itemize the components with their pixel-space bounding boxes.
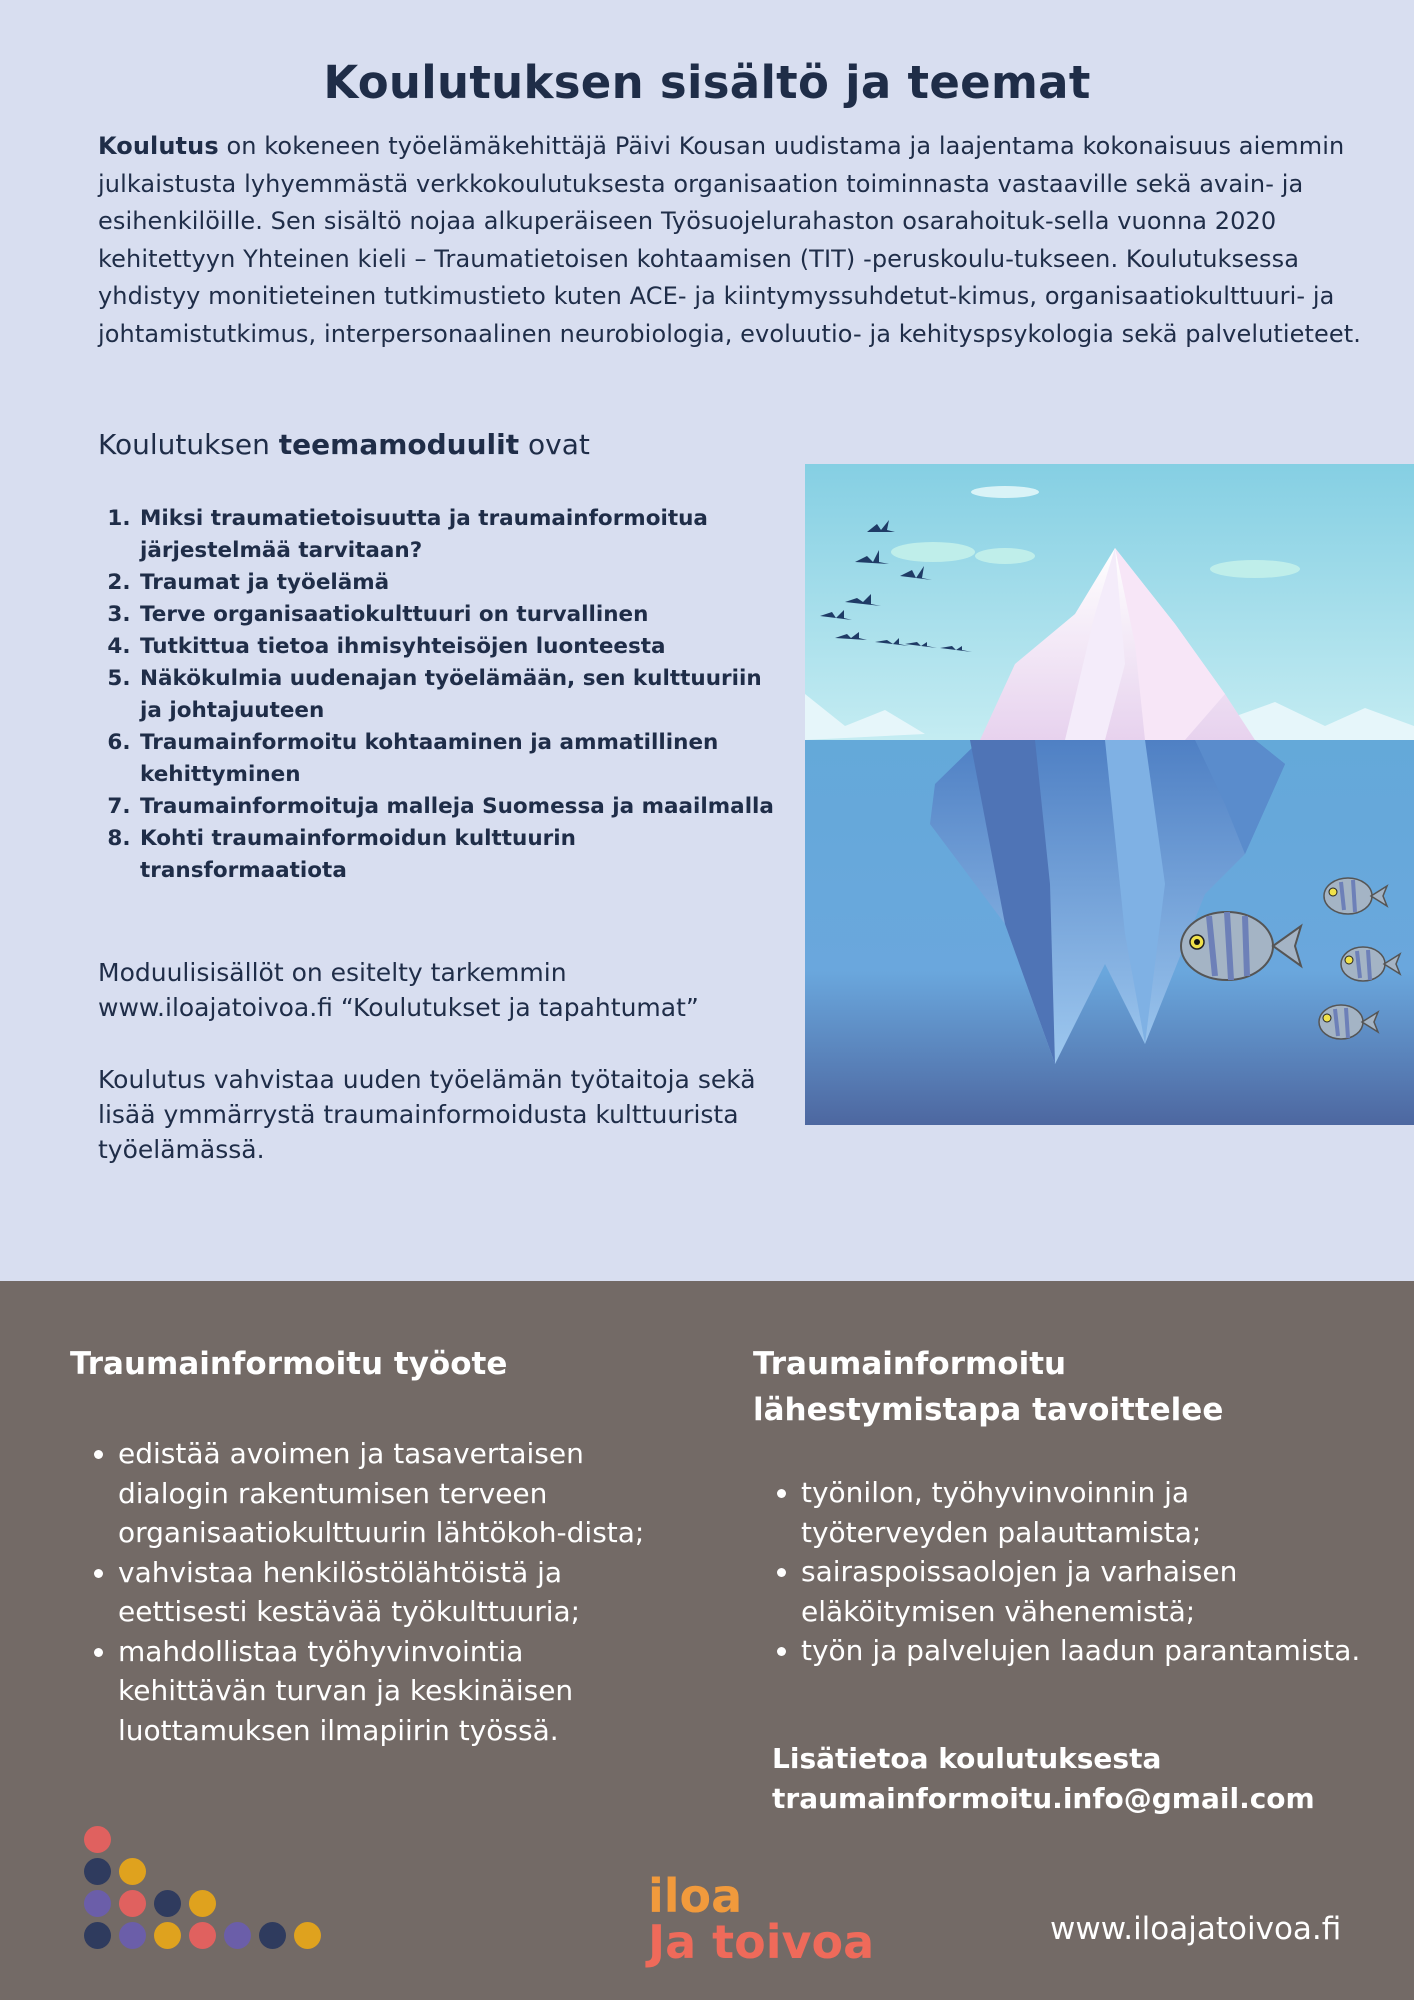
right-heading-line1: Traumainformoitu [753, 1346, 1067, 1382]
list-item: • mahdollistaa työhyvinvointia kehittävän turvan ja keskinäisen luottamuksen ilmapiirin työssä. [118, 1632, 678, 1751]
dot-icon [119, 1858, 146, 1885]
logo-line2: Ja toivoa [648, 1915, 875, 1969]
right-column-list [753, 1473, 1361, 1671]
intro-paragraph [98, 128, 1398, 353]
modules-heading-pre: Koulutuksen [98, 428, 279, 461]
right-column-heading [753, 1341, 1313, 1433]
footer-section [0, 1281, 1414, 2000]
dot-icon [294, 1922, 321, 1949]
dot-icon [154, 1890, 181, 1917]
module-item: 3. Terve organisaatiokulttuuri on turvallinen [138, 599, 778, 631]
contact-email[interactable]: traumainformoitu.info@gmail.com [772, 1782, 1315, 1815]
left-column-heading: Traumainformoitu työote [70, 1346, 508, 1382]
dot-icon [84, 1858, 111, 1885]
dot-icon [119, 1922, 146, 1949]
module-item: 8. Kohti traumainformoidun kulttuurin transformaatiota [138, 823, 778, 887]
list-item: • sairaspoissaolojen ja varhaisen eläköitymisen vähenemistä; [801, 1552, 1361, 1631]
modules-heading [98, 428, 590, 461]
module-item: 6. Traumainformoitu kohtaaminen ja ammatillinen kehittyminen [138, 727, 778, 791]
modules-heading-bold: teemamoduulit [278, 428, 520, 461]
modules-heading-post: ovat [519, 428, 590, 461]
dots-decoration [84, 1826, 324, 1966]
strengthens-paragraph: Koulutus vahvistaa uuden työelämän työtaitoja sekä lisää ymmärrystä traumainformoidusta kulttuurista työelämässä. [98, 1065, 756, 1164]
dot-icon [154, 1922, 181, 1949]
contact-label: Lisätietoa koulutuksesta [772, 1742, 1162, 1775]
dot-icon [189, 1890, 216, 1917]
module-item: 7. Traumainformoituja malleja Suomessa ja maailmalla [138, 791, 778, 823]
intro-text: on kokeneen työelämäkehittäjä Päivi Kousan uudistama ja laajentama kokonaisuus aiemmin julkaistusta lyhyemmästä verkkokoulutuksesta organisaation toiminnasta vastaaville sekä avain- ja esihenkilöille. Sen sisältö nojaa alkuperäiseen Työsuojelurahaston osarahoituk-sella vuonna 2020 kehitettyyn Yhteinen kieli – Traumatietoisen kohtaamisen (TIT) -peruskoulu-tukseen. Koulutuksessa yhdistyy monitieteinen tutkimustieto kuten ACE- ja kiintymyssuhdetut-kimus, organisaatiokulttuuri- ja johtamistutkimus, interpersonaalinen neurobiologia, evoluutio- ja kehityspsykologia sekä palvelutieteet. [98, 132, 1362, 348]
dot-icon [119, 1890, 146, 1917]
dot-icon [259, 1922, 286, 1949]
logo-line1: iloa [648, 1869, 743, 1923]
left-column-list [70, 1434, 678, 1750]
module-link-note [98, 955, 798, 1025]
dot-icon [84, 1890, 111, 1917]
brand-logo [648, 1869, 875, 1969]
contact-block [772, 1739, 1315, 1819]
iceberg-illustration [805, 464, 1414, 1125]
list-item: • edistää avoimen ja tasavertaisen dialogin rakentumisen terveen organisaatiokulttuurin lähtökoh-dista; [118, 1434, 678, 1553]
list-item: • työnilon, työhyvinvoinnin ja työterveyden palauttamista; [801, 1473, 1361, 1552]
page-title: Koulutuksen sisältö ja teemat [323, 56, 1091, 109]
dot-icon [84, 1826, 111, 1853]
list-item: • työn ja palvelujen laadun parantamista. [801, 1631, 1361, 1671]
dot-icon [84, 1922, 111, 1949]
module-item: 5. Näkökulmia uudenajan työelämään, sen kulttuuriin ja johtajuuteen [138, 663, 778, 727]
module-item: 1. Miksi traumatietoisuutta ja traumainformoitua järjestelmää tarvitaan? [138, 503, 778, 567]
intro-lead: Koulutus [98, 132, 219, 160]
list-item: • vahvistaa henkilöstölähtöistä ja eettisesti kestävää työkulttuuria; [118, 1553, 678, 1632]
module-item: 2. Traumat ja työelämä [138, 567, 778, 599]
right-heading-line2: lähestymistapa tavoittelee [753, 1392, 1224, 1428]
website-link[interactable]: www.iloajatoivoa.fi [1050, 1911, 1342, 1947]
module-link-line2: www.iloajatoivoa.fi “Koulutukset ja tapahtumat” [98, 993, 699, 1022]
dot-icon [189, 1922, 216, 1949]
module-link-line1: Moduulisisällöt on esitelty tarkemmin [98, 958, 567, 987]
modules-list [138, 503, 778, 887]
dot-icon [224, 1922, 251, 1949]
module-item: 4. Tutkittua tietoa ihmisyhteisöjen luonteesta [138, 631, 778, 663]
